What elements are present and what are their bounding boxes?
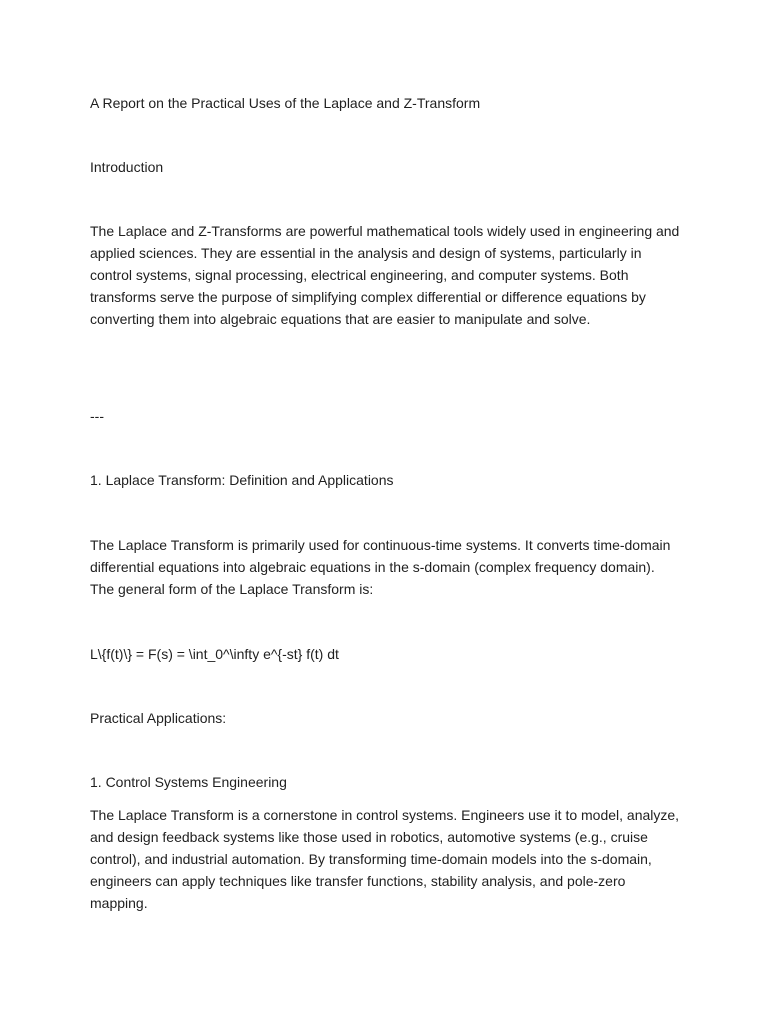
- section1-paragraph: The Laplace Transform is primarily used for continuous-time systems. It converts time-domain differential equations into algebraic equations in the s-domain (complex frequency domain). The general form of the Laplace Transform is:: [90, 537, 671, 597]
- practical-applications-heading: Practical Applications:: [90, 710, 227, 726]
- section1-heading: 1. Laplace Transform: Definition and Applications: [90, 472, 394, 488]
- document-title: A Report on the Practical Uses of the Laplace and Z-Transform: [90, 95, 481, 111]
- subsection1-paragraph: The Laplace Transform is a cornerstone in control systems. Engineers use it to model, analyze, and design feedback systems like those used in robotics, automotive systems (e.g., cruise control), and industrial automation. By transforming time-domain models into the s-domain, engineers can apply techniques like transfer functions, stability analysis, and pole-zero mapping.: [90, 807, 680, 911]
- laplace-formula: L\{f(t)\} = F(s) = \int_0^\infty e^{-st} f(t) dt: [90, 646, 339, 662]
- intro-paragraph: The Laplace and Z-Transforms are powerful mathematical tools widely used in engineering and applied sciences. They are essential in the analysis and design of systems, particularly in control systems, signal processing, electrical engineering, and computer systems. Both transforms serve the purpose of simplifying complex differential or difference equations by converting them into algebraic equations that are easier to manipulate and solve.: [90, 223, 680, 327]
- subsection1-heading: 1. Control Systems Engineering: [90, 774, 287, 790]
- section-separator: ---: [90, 408, 104, 424]
- intro-heading: Introduction: [90, 159, 164, 175]
